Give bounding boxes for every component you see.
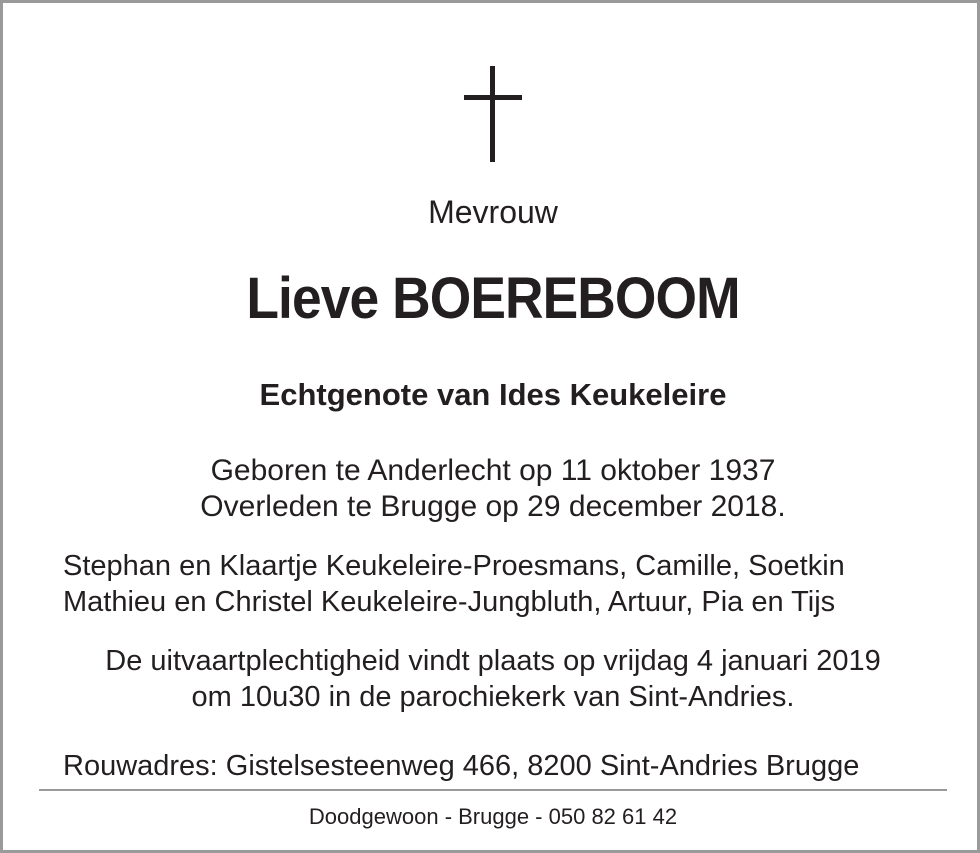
service-line: om 10u30 in de parochiekerk van Sint-Andries. <box>191 681 795 713</box>
mourning-address: Rouwadres: Gistelsesteenweg 466, 8200 Sint-Andries Brugge <box>63 750 860 782</box>
service-line: De uitvaartplechtigheid vindt plaats op vrijdag 4 januari 2019 <box>105 645 881 677</box>
birth-line: Geboren te Anderlecht op 11 oktober 1937 <box>210 454 776 487</box>
death-line: Overleden te Brugge op 29 december 2018. <box>200 490 786 523</box>
relation-line: Echtgenote van Ides Keukeleire <box>259 377 727 412</box>
honorific: Mevrouw <box>428 194 558 230</box>
funeral-home-footer: Doodgewoon - Brugge - 050 82 61 42 <box>308 804 678 829</box>
cross-icon <box>464 66 522 162</box>
family-line: Mathieu en Christel Keukeleire-Jungbluth, Artuur, Pia en Tijs <box>63 586 836 618</box>
family-line: Stephan en Klaartje Keukeleire-Proesmans, Camille, Soetkin <box>63 550 845 582</box>
divider <box>39 789 947 791</box>
deceased-name: Lieve BOEREBOOM <box>246 266 740 331</box>
